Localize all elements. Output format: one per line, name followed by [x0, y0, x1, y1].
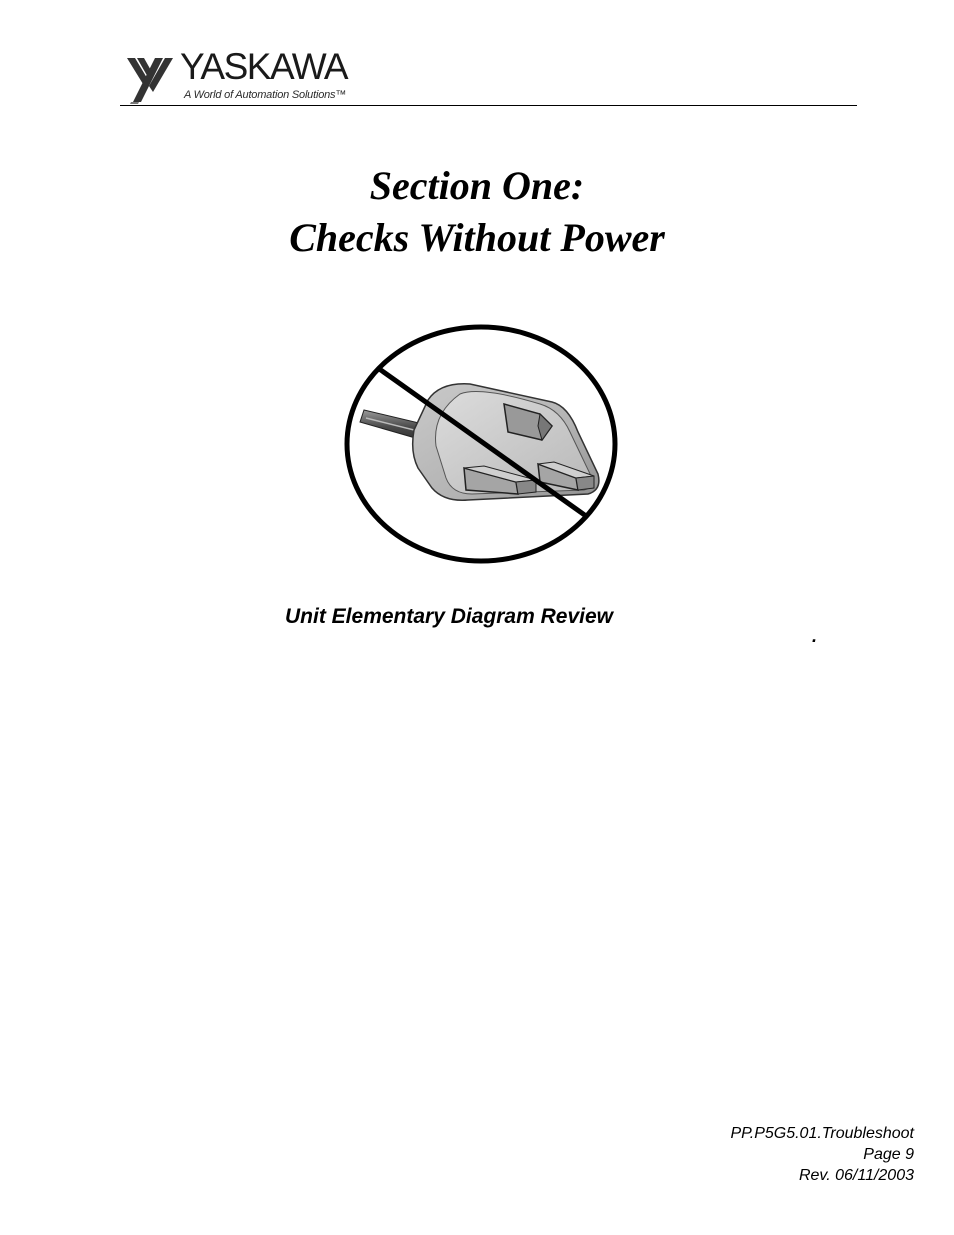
page-title-line-2: Checks Without Power: [289, 215, 665, 260]
yaskawa-logo-mark-icon: [125, 52, 177, 104]
footer-revision: Rev. 06/11/2003: [798, 1167, 914, 1184]
page-title: [0, 160, 954, 264]
footer-doc-id: PP.P5G5.01.Troubleshoot: [730, 1125, 914, 1142]
brand-name: YASKAWA: [180, 46, 348, 87]
header-divider: [120, 105, 857, 106]
footer-page-number: Page 9: [863, 1146, 914, 1163]
page-title-line-1: Section One:: [369, 163, 585, 208]
page-footer: [730, 1123, 914, 1186]
no-power-plug-icon: [340, 322, 622, 566]
section-subtitle: Unit Elementary Diagram Review: [285, 605, 613, 628]
brand-tagline: A World of Automation Solutions™: [184, 89, 347, 101]
yaskawa-logo: [125, 46, 375, 106]
stray-mark: .: [812, 626, 818, 646]
